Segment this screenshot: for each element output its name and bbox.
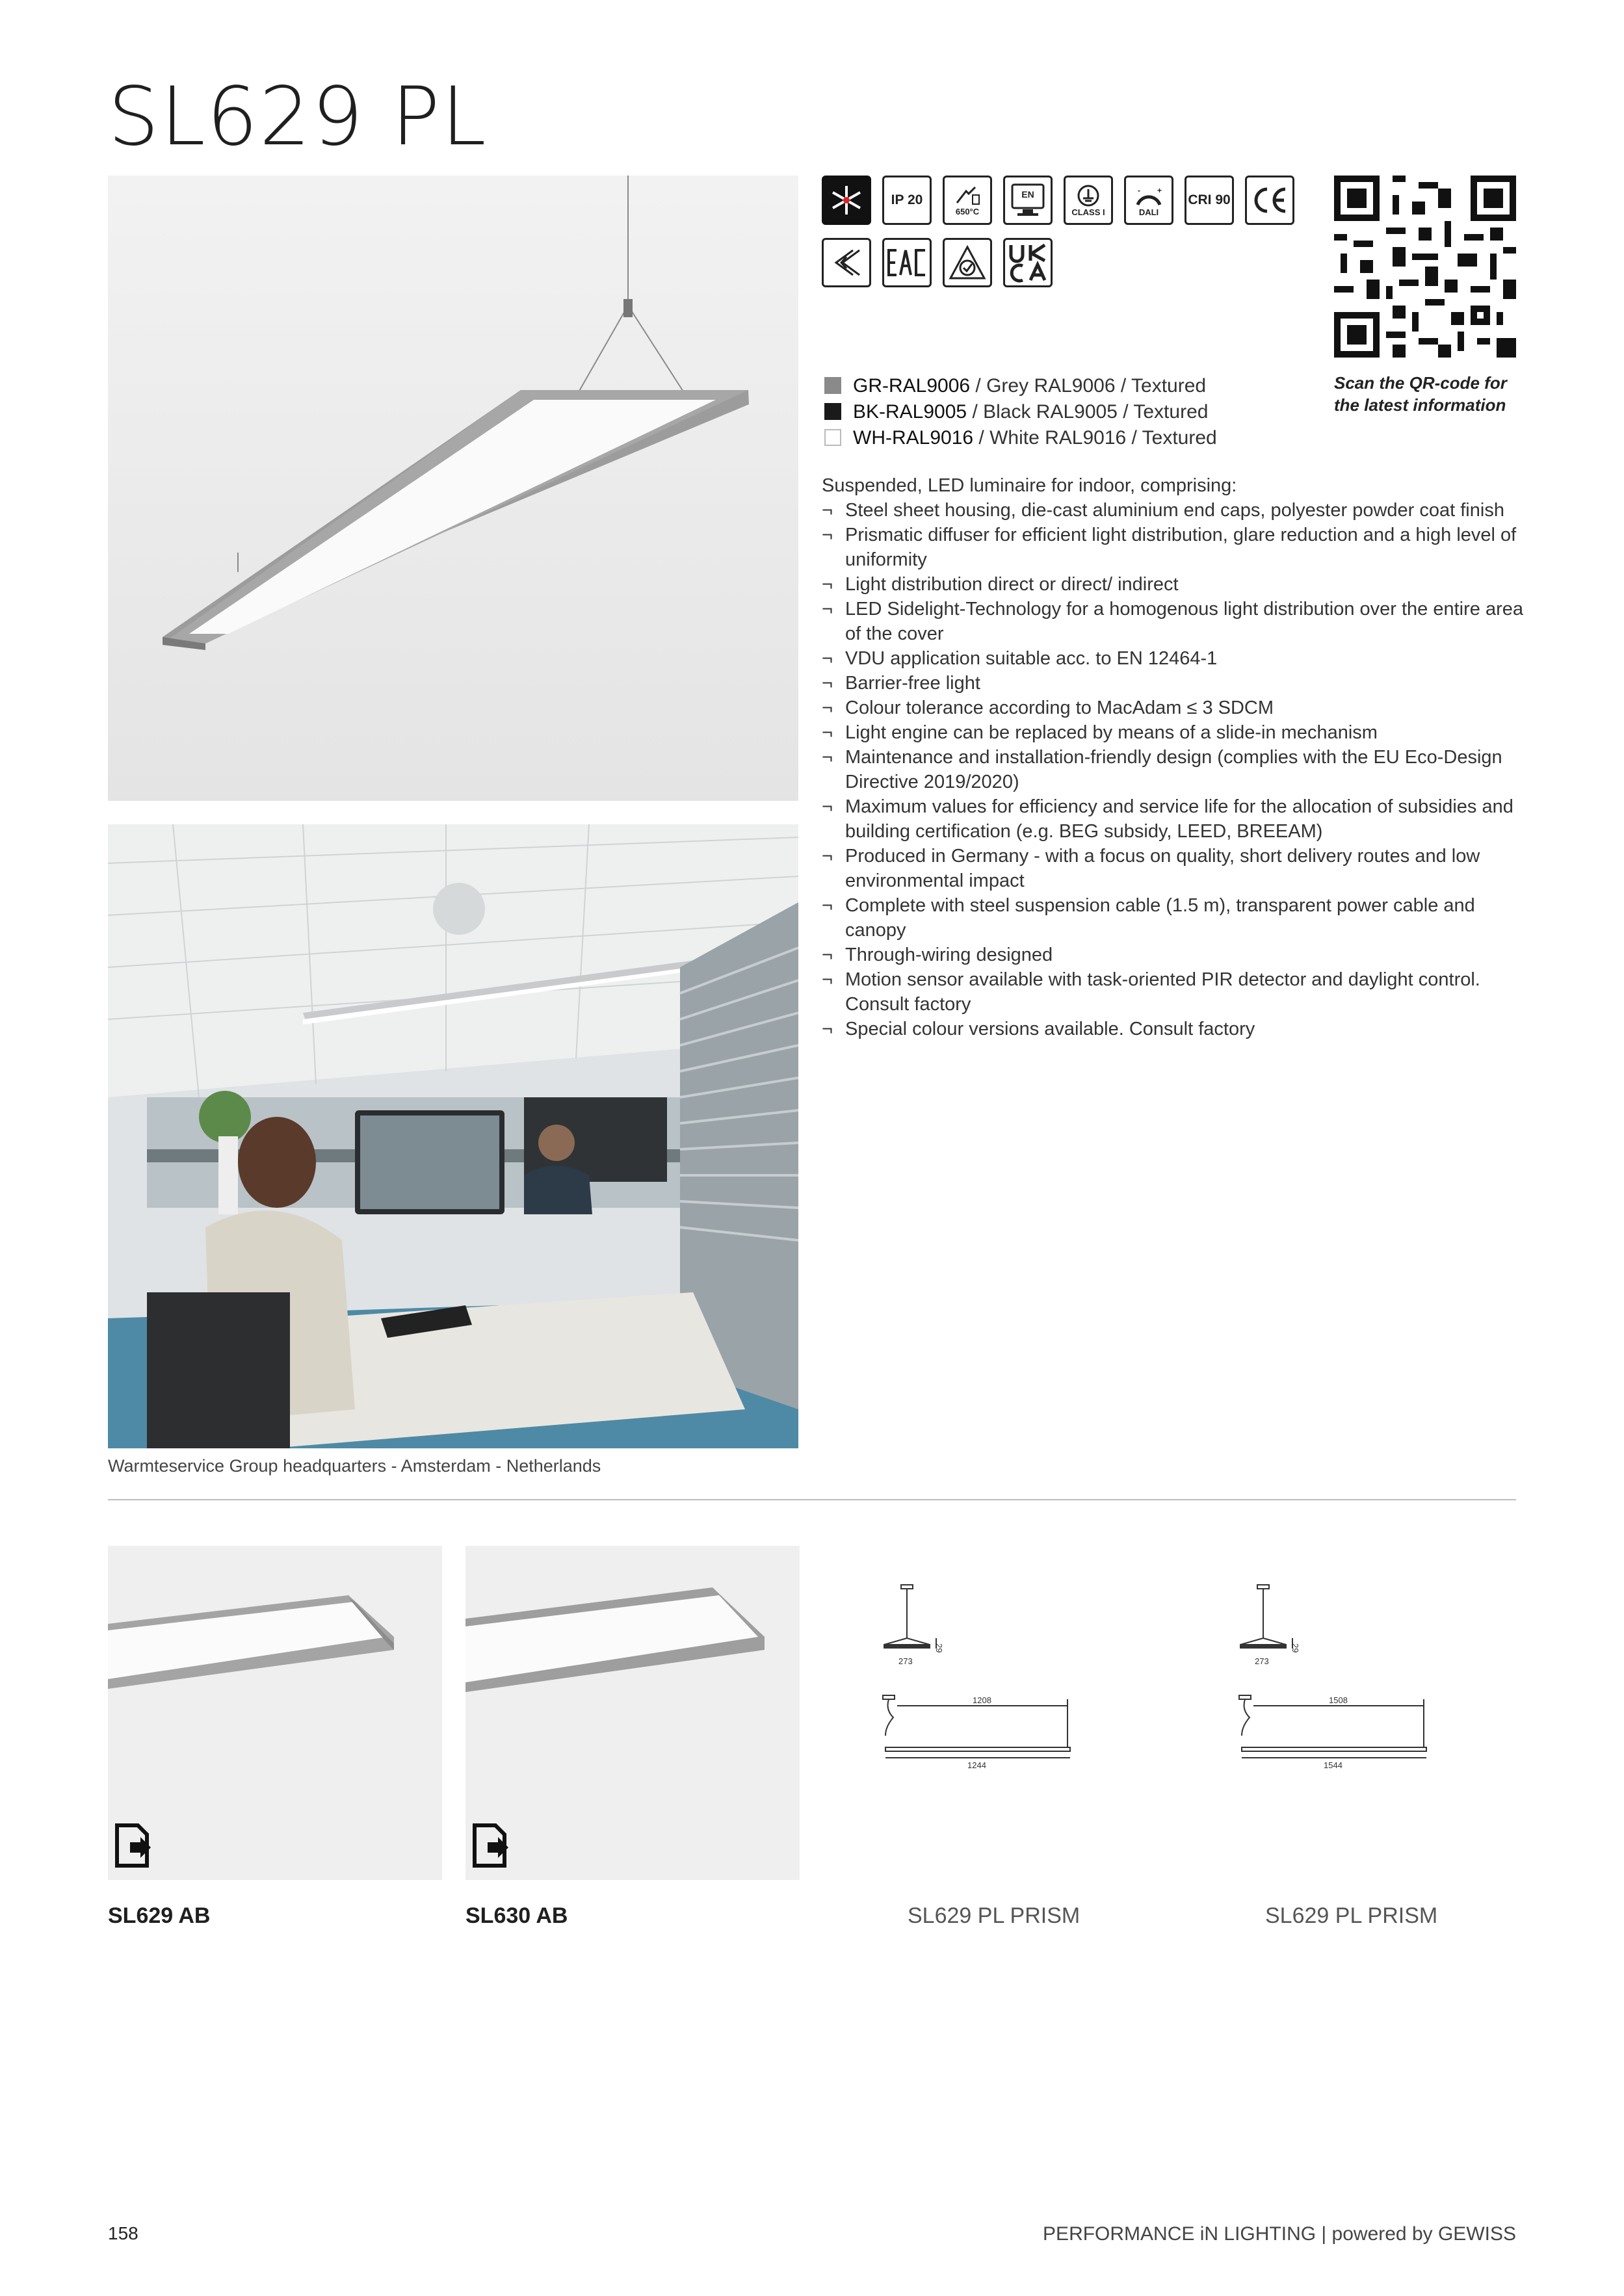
product-label-sl630-ab[interactable]: SL630 AB	[465, 1903, 568, 1928]
dim-outer-length: 1244	[967, 1760, 986, 1770]
feature-item: ¬ Through-wiring designed	[822, 943, 1524, 967]
class-i-icon: CLASS I	[1064, 176, 1113, 225]
svg-text:-: -	[1138, 185, 1140, 195]
feature-item: ¬ Complete with steel suspension cable (1.5 m), transparent power cable and canopy	[822, 893, 1524, 943]
dim-height: 29	[1290, 1643, 1300, 1653]
qr-note-line-2: the latest information	[1334, 395, 1506, 415]
feature-item: ¬ LED Sidelight-Technology for a homogenous light distribution over the entire area of the cover	[822, 597, 1524, 646]
dimension-drawing-1508	[1227, 1573, 1448, 1794]
product-label-sl629-ab[interactable]: SL629 AB	[108, 1903, 211, 1928]
feature-item: ¬ Prismatic diffuser for efficient light distribution, glare reduction and a high level of uniformity	[822, 523, 1524, 572]
footer-text: PERFORMANCE iN LIGHTING | powered by GEWISS	[1043, 2223, 1516, 2245]
product-label-prism-1544: SL629 PL PRISM	[1265, 1903, 1438, 1928]
qr-note	[1334, 372, 1529, 416]
product-thumb-sl630-ab[interactable]	[465, 1546, 800, 1880]
color-options	[824, 373, 1217, 451]
ukca-icon	[1003, 238, 1053, 287]
feature-item: ¬ Barrier-free light	[822, 671, 1524, 696]
svg-text:EN: EN	[1021, 189, 1034, 200]
dim-outer-length: 1544	[1324, 1760, 1342, 1770]
feature-item: ¬ Light engine can be replaced by means of a slide-in mechanism	[822, 720, 1524, 745]
enec-icon	[822, 238, 871, 287]
feature-item: ¬ Motion sensor available with task-oriented PIR detector and daylight control. Consult factory	[822, 967, 1524, 1017]
product-photo	[108, 176, 798, 801]
color-option-grey: GR-RAL9006 / Grey RAL9006 / Textured	[824, 373, 1217, 399]
page-number: 158	[108, 2223, 138, 2243]
product-thumb-sl629-ab[interactable]	[108, 1546, 442, 1880]
page-title: SL629 PL	[108, 70, 488, 164]
qr-note-line-1: Scan the QR-code for	[1334, 373, 1507, 393]
description-intro: Suspended, LED luminaire for indoor, comprising:	[822, 475, 1237, 496]
feature-list	[822, 498, 1524, 1041]
feature-item: ¬ Steel sheet housing, die-cast aluminium end caps, polyester powder coat finish	[822, 498, 1524, 523]
dali-icon: - + DALI	[1124, 176, 1173, 225]
feature-item: ¬ Special colour versions available. Consult factory	[822, 1017, 1524, 1041]
certification-icons	[822, 176, 1316, 293]
dimension-drawing-1208	[871, 1573, 1092, 1794]
office-photo	[108, 824, 798, 1448]
color-option-white: WH-RAL9016 / White RAL9016 / Textured	[824, 425, 1217, 451]
product-label-prism-1244: SL629 PL PRISM	[908, 1903, 1080, 1928]
svg-text:+: +	[1157, 185, 1162, 195]
ip20-icon: IP 20	[882, 176, 932, 225]
swatch-grey	[824, 377, 841, 394]
en-screen-icon	[1003, 176, 1053, 225]
photo-caption: Warmteservice Group headquarters - Amsterdam - Netherlands	[108, 1456, 601, 1476]
product-description	[822, 473, 1524, 1041]
color-option-black: BK-RAL9005 / Black RAL9005 / Textured	[824, 399, 1217, 425]
feature-item: ¬ Maximum values for efficiency and service life for the allocation of subsidies and building certification (e.g. BEG subsidy, LEED, BREEAM)	[822, 794, 1524, 844]
swatch-white	[824, 429, 841, 446]
swatch-black	[824, 403, 841, 420]
feature-item: ¬ Produced in Germany - with a focus on quality, short delivery routes and low environmental impact	[822, 844, 1524, 893]
dim-height: 29	[934, 1643, 944, 1653]
feature-item: ¬ Light distribution direct or direct/ indirect	[822, 572, 1524, 597]
ce-icon	[1245, 176, 1294, 225]
dim-width: 273	[898, 1656, 913, 1666]
qr-code[interactable]	[1334, 176, 1516, 358]
feature-item: ¬ VDU application suitable acc. to EN 12464-1	[822, 646, 1524, 671]
dim-inner-length: 1208	[973, 1695, 991, 1705]
dim-inner-length: 1508	[1329, 1695, 1348, 1705]
led-asterisk-icon	[822, 176, 871, 225]
dim-width: 273	[1255, 1656, 1269, 1666]
feature-item: ¬ Maintenance and installation-friendly design (complies with the EU Eco-Design Directive 2019/2020)	[822, 745, 1524, 794]
rcm-icon	[943, 238, 992, 287]
eac-icon	[882, 238, 932, 287]
cri90-icon: CRI 90	[1185, 176, 1234, 225]
glow-wire-icon: 650°C	[943, 176, 992, 225]
feature-item: ¬ Colour tolerance according to MacAdam ≤ 3 SDCM	[822, 696, 1524, 720]
section-divider	[108, 1499, 1516, 1500]
